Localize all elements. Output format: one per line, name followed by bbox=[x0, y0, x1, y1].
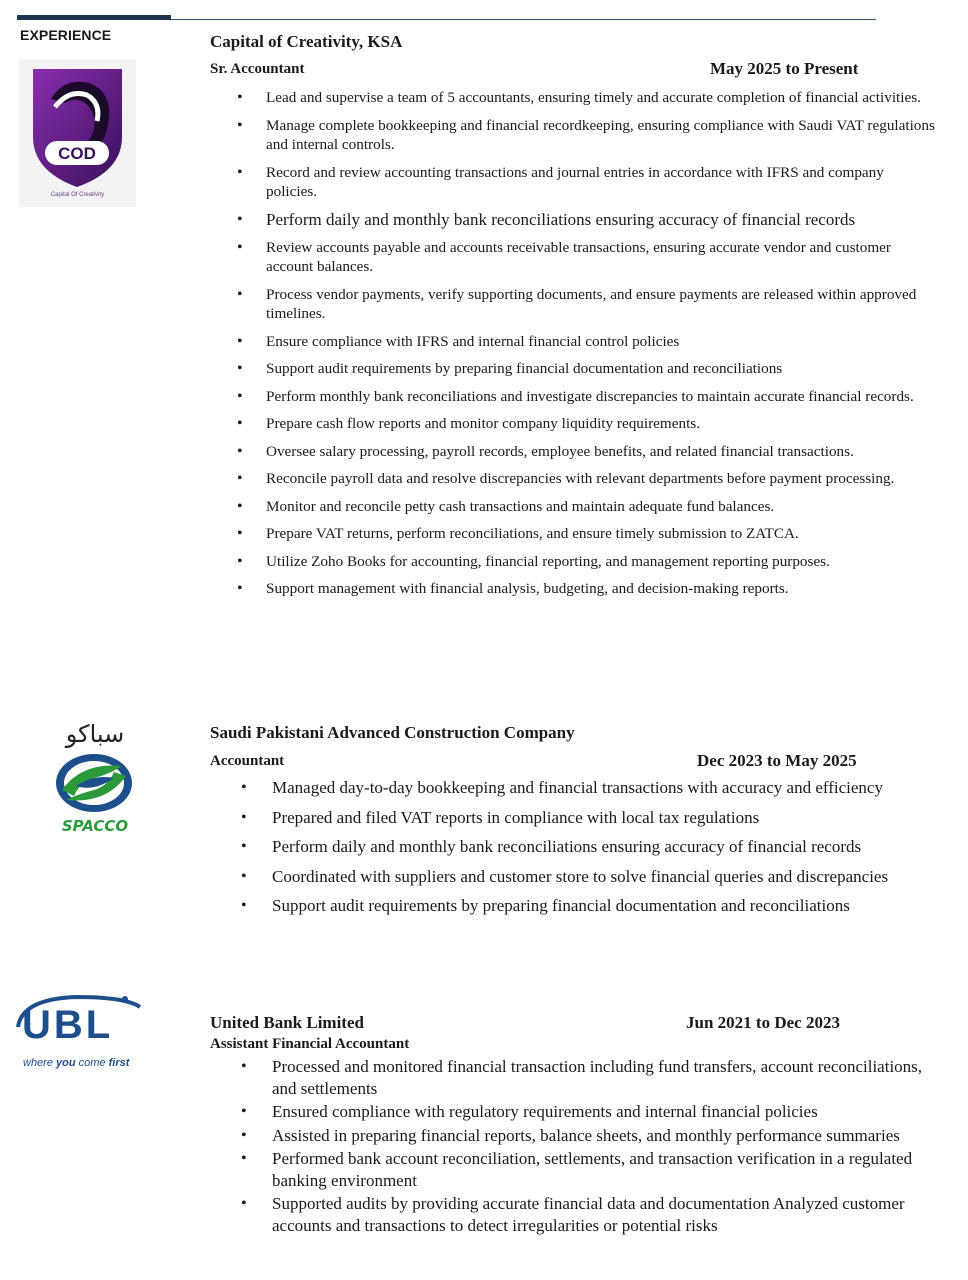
job-dates: Jun 2021 to Dec 2023 bbox=[686, 1013, 840, 1032]
company-name: United Bank Limited bbox=[210, 1013, 364, 1032]
job-capital-of-creativity bbox=[210, 31, 935, 599]
list-item: • Record and review accounting transactions and journal entries in accordance with IFRS and company policies. bbox=[210, 163, 935, 202]
list-item: • Ensure compliance with IFRS and internal financial control policies bbox=[210, 332, 935, 352]
cod-caption: Capital Of Creativity bbox=[50, 192, 105, 198]
role-row bbox=[210, 751, 935, 771]
list-item: • Support audit requirements by preparing financial documentation and reconciliations bbox=[210, 895, 935, 917]
list-item: • Managed day-to-day bookkeeping and financial transactions with accuracy and efficiency bbox=[210, 777, 935, 799]
ubl-tagline: where you come first bbox=[23, 1057, 130, 1069]
section-heading: EXPERIENCE bbox=[20, 27, 112, 43]
list-item: • Lead and supervise a team of 5 accountants, ensuring timely and accurate completion of financial activities. bbox=[210, 88, 935, 108]
list-item: • Support audit requirements by preparing financial documentation and reconciliations bbox=[210, 359, 935, 379]
list-item: • Prepared and filed VAT reports in compliance with local tax regulations bbox=[210, 807, 935, 829]
list-item: • Manage complete bookkeeping and financial recordkeeping, ensuring compliance with Saudi VAT regulations and internal controls. bbox=[210, 116, 935, 155]
ubl-logo bbox=[14, 993, 148, 1075]
job-dates: May 2025 to Present bbox=[710, 59, 859, 78]
spacco-emblem-icon bbox=[52, 752, 138, 814]
list-item: • Ensured compliance with regulatory requirements and internal financial policies bbox=[210, 1101, 935, 1123]
list-item: • Perform daily and monthly bank reconciliations ensuring accuracy of financial records bbox=[210, 210, 935, 230]
list-item: • Perform daily and monthly bank reconciliations ensuring accuracy of financial records bbox=[210, 836, 935, 858]
list-item: • Support management with financial analysis, budgeting, and decision-making reports. bbox=[210, 579, 935, 599]
spacco-logo bbox=[40, 720, 150, 840]
list-item: • Processed and monitored financial transaction including fund transfers, account reconciliations, and settlements bbox=[210, 1056, 935, 1099]
list-item: • Prepare cash flow reports and monitor company liquidity requirements. bbox=[210, 414, 935, 434]
spacco-arabic-text: سباكو bbox=[65, 720, 125, 748]
company-row bbox=[210, 1012, 935, 1034]
list-item: • Perform monthly bank reconciliations and investigate discrepancies to maintain accurate financial records. bbox=[210, 387, 935, 407]
list-item: • Performed bank account reconciliation, settlements, and transaction verification in a regulated banking environment bbox=[210, 1148, 935, 1191]
bullet-list bbox=[210, 777, 935, 917]
role-title: Assistant Financial Accountant bbox=[210, 1036, 410, 1052]
company-name: Capital of Creativity, KSA bbox=[210, 32, 403, 51]
list-item: • Process vendor payments, verify supporting documents, and ensure payments are released within approved timelines. bbox=[210, 285, 935, 324]
role-title: Sr. Accountant bbox=[210, 61, 305, 77]
job-spacco bbox=[210, 722, 935, 917]
bullet-list bbox=[210, 88, 935, 599]
list-item: • Supported audits by providing accurate financial data and documentation Analyzed customer accounts and transactions to detect irregularities or potential risks bbox=[210, 1193, 935, 1236]
cod-logo bbox=[19, 59, 136, 207]
list-item: • Reconcile payroll data and resolve discrepancies with relevant departments before payment processing. bbox=[210, 469, 935, 489]
role-row bbox=[210, 59, 935, 79]
list-item: • Prepare VAT returns, perform reconciliations, and ensure timely submission to ZATCA. bbox=[210, 524, 935, 544]
cod-mark: COD bbox=[58, 144, 96, 163]
list-item: • Review accounts payable and accounts receivable transactions, ensuring accurate vendor and customer account balances. bbox=[210, 238, 935, 277]
list-item: • Coordinated with suppliers and customer store to solve financial queries and discrepancies bbox=[210, 866, 935, 888]
role-title: Accountant bbox=[210, 753, 285, 769]
company-name: Saudi Pakistani Advanced Construction Company bbox=[210, 723, 575, 742]
list-item: • Oversee salary processing, payroll records, employee benefits, and related financial transactions. bbox=[210, 442, 935, 462]
list-item: • Utilize Zoho Books for accounting, financial reporting, and management reporting purposes. bbox=[210, 552, 935, 572]
job-ubl bbox=[210, 1012, 935, 1236]
job-dates: Dec 2023 to May 2025 bbox=[697, 751, 857, 770]
list-item: • Assisted in preparing financial reports, balance sheets, and monthly performance summaries bbox=[210, 1125, 935, 1147]
ubl-word: UBL bbox=[22, 1003, 114, 1047]
spacco-word: SPACCO bbox=[61, 817, 129, 835]
bullet-list bbox=[210, 1056, 935, 1236]
header-rule-thick bbox=[17, 15, 171, 20]
lion-shield-icon bbox=[19, 59, 136, 207]
header-rule-thin bbox=[171, 19, 876, 20]
list-item: • Monitor and reconcile petty cash transactions and maintain adequate fund balances. bbox=[210, 497, 935, 517]
